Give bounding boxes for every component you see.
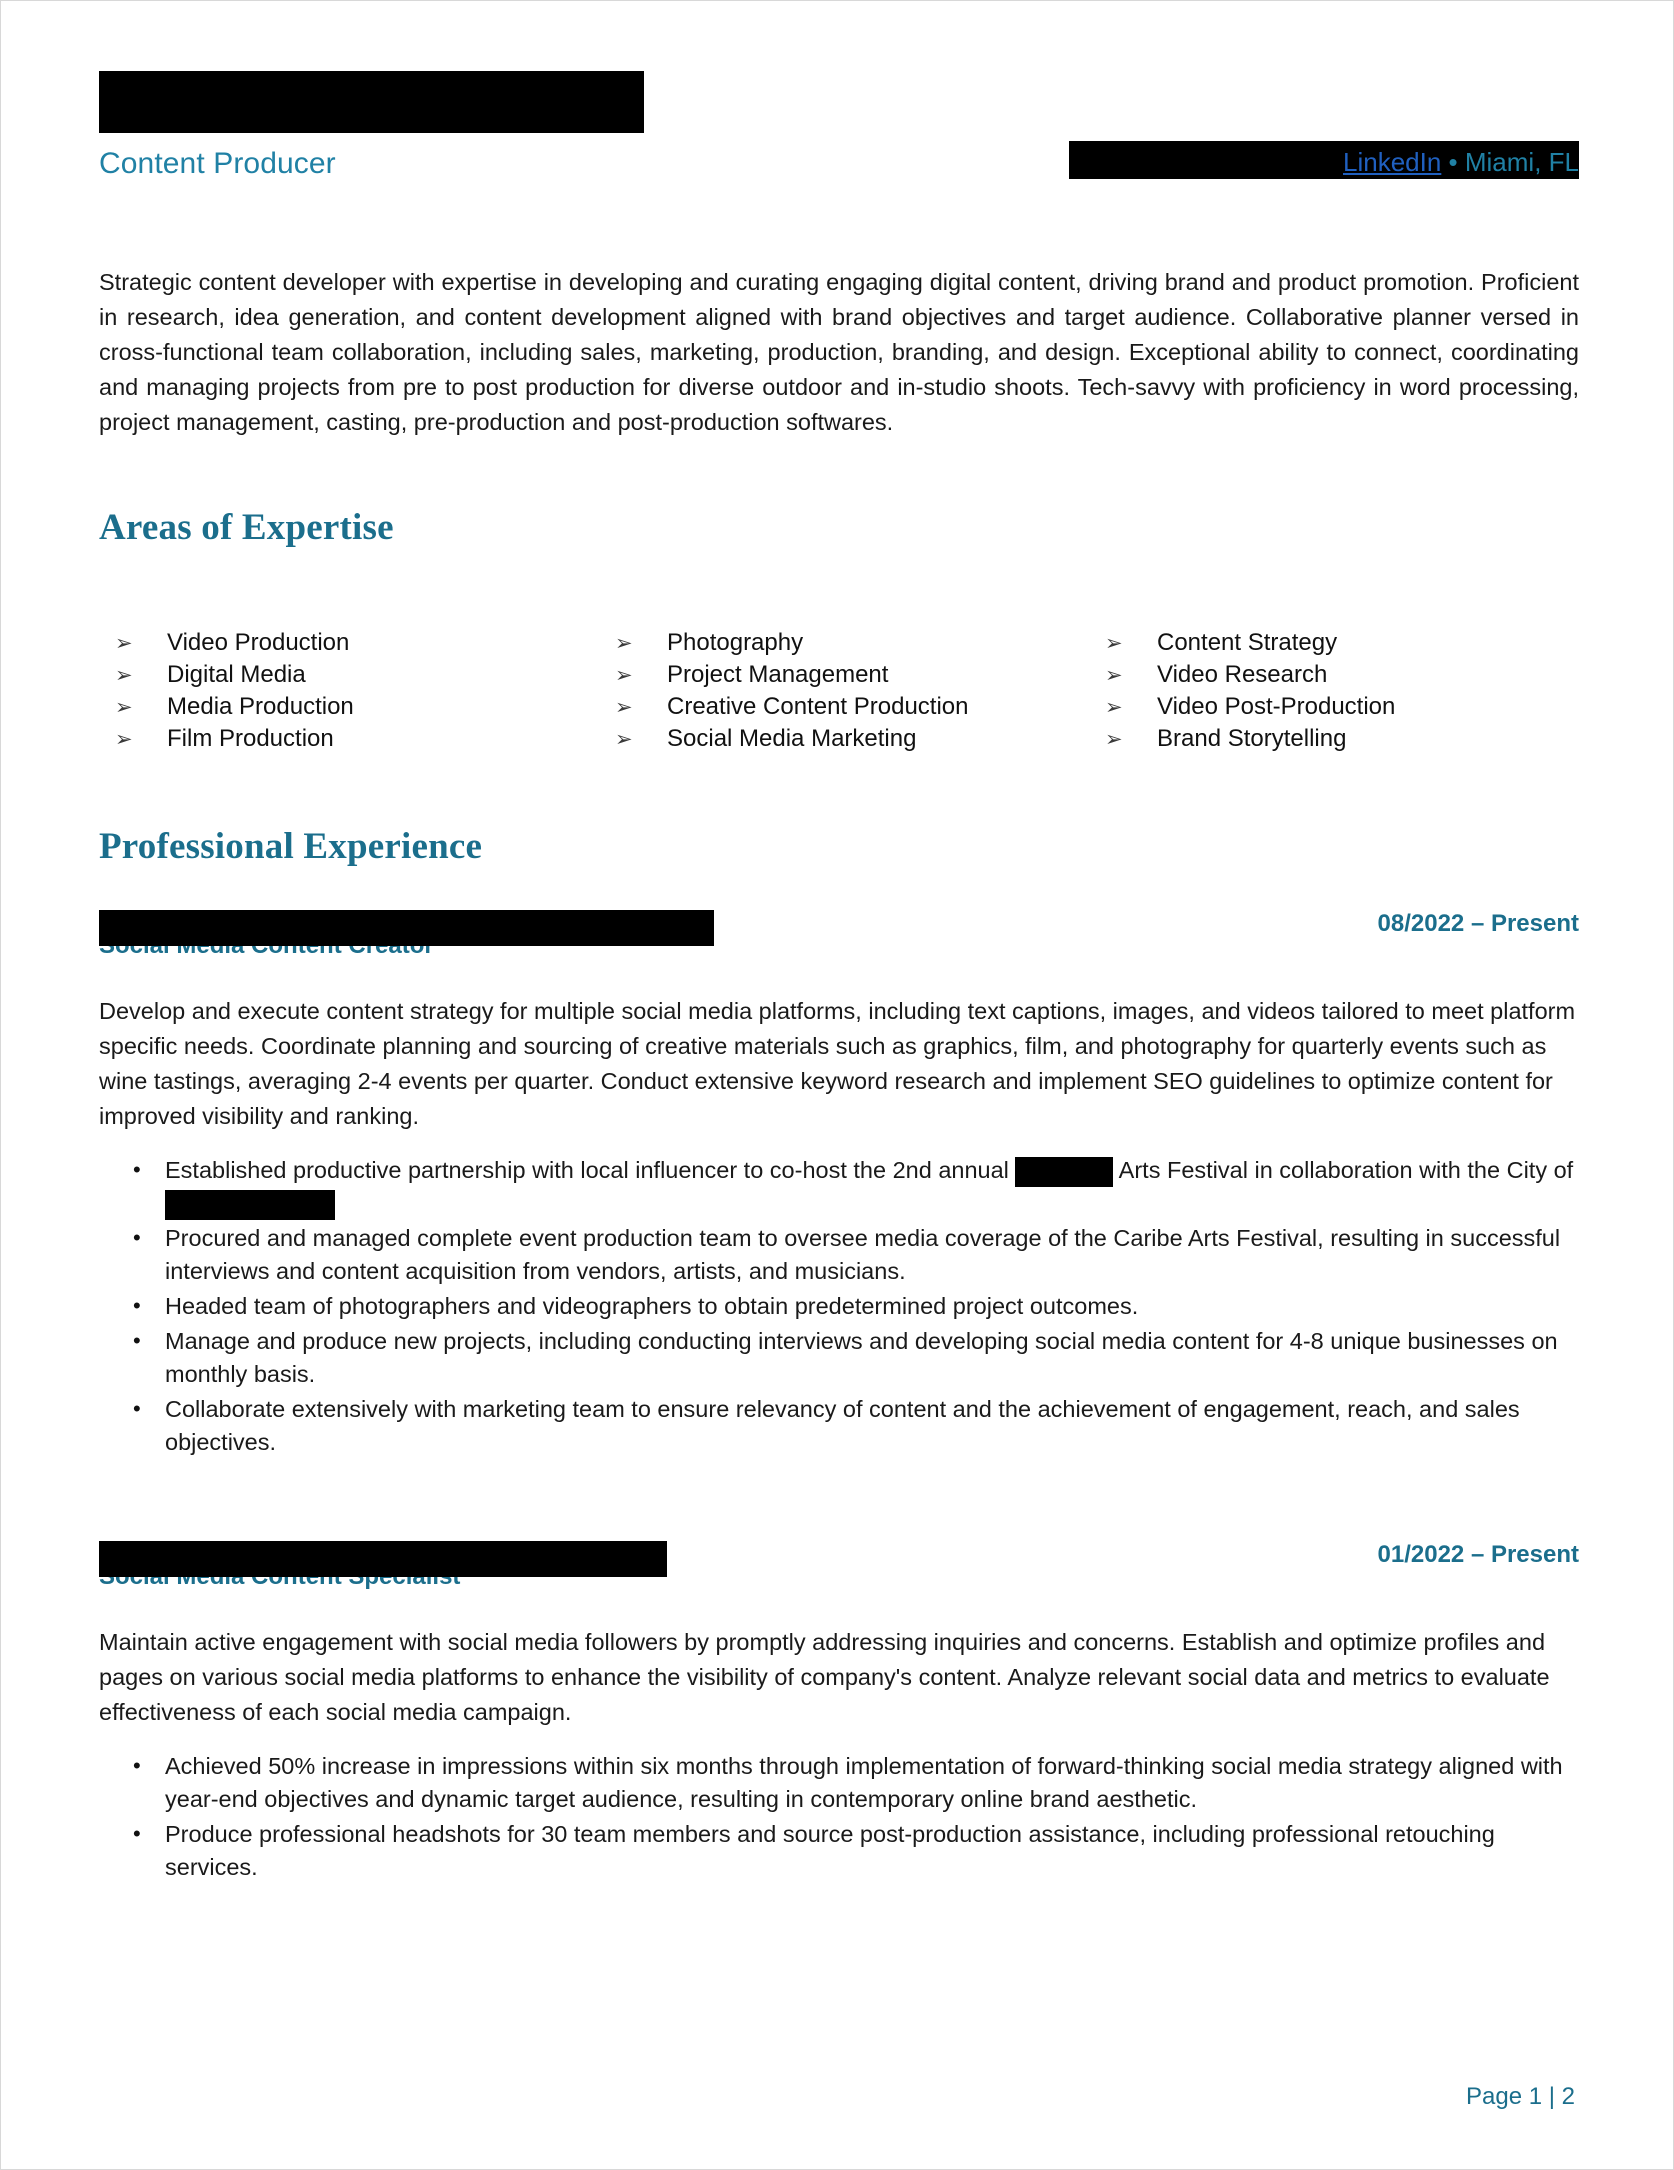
job-achievement-text: Arts Festival in collaboration with the City of <box>1113 1157 1574 1183</box>
job-achievement-text: Manage and produce new projects, including conducting interviews and developing social media content for 4-8 unique businesses on monthly basis. <box>165 1328 1558 1387</box>
expertise-item <box>115 691 615 723</box>
arrow-bullet-icon: ➢ <box>115 727 133 751</box>
expertise-item <box>615 659 1105 691</box>
job-achievement-text: Procured and managed complete event production team to oversee media coverage of the Caribe Arts Festival, resulting in successful interviews and content acquisition from vendors, artists, and musicians. <box>165 1225 1561 1284</box>
page-title: Content Producer <box>99 147 336 180</box>
experience-entry <box>99 1541 1579 1884</box>
expertise-item <box>1105 627 1585 659</box>
professional-summary: Strategic content developer with expertise in developing and curating engaging digital content, driving brand and product promotion. Proficient in research, idea generation, and content development aligned with brand objectives and target audience. Collaborative planner versed in cross-functional team collaboration, including sales, marketing, production, branding, and design. Exceptional ability to connect, coordinating and managing projects from pre to post production for diverse outdoor and in-studio shoots. Tech-savvy with proficiency in word processing, project management, casting, pre-production and post-production softwares. <box>99 269 1579 435</box>
job-achievement-text: Achieved 50% increase in impressions within six months through implementation of forward-thinking social media strategy aligned with year-end objectives and dynamic target audience, resulting in contemporary online brand aesthetic. <box>165 1753 1563 1812</box>
expertise-item <box>1105 659 1585 691</box>
expertise-item-label: Film Production <box>167 725 334 752</box>
expertise-column-1 <box>115 627 615 755</box>
section-heading-expertise: Areas of Expertise <box>99 507 394 548</box>
expertise-item <box>115 659 615 691</box>
job-achievement-text: Headed team of photographers and videographers to obtain predetermined project outcomes. <box>165 1293 1139 1319</box>
location-text: Miami, FL <box>1464 147 1579 177</box>
contact-line <box>1343 147 1579 178</box>
expertise-item <box>615 627 1105 659</box>
page-footer: Page 1 | 2 <box>1466 2083 1575 2110</box>
expertise-item-label: Brand Storytelling <box>1157 725 1347 752</box>
experience-entry <box>99 910 1579 1459</box>
expertise-item <box>1105 723 1585 755</box>
expertise-item-label: Video Production <box>167 629 350 656</box>
job-description: Develop and execute content strategy for multiple social media platforms, including text captions, images, and videos tailored to meet platform specific needs. Coordinate planning and sourcing of creative materials such as graphics, film, and photography for quarterly events such as wine tastings, averaging 2-4 events per quarter. Conduct extensive keyword research and implement SEO guidelines to optimize content for improved visibility and ranking. <box>99 998 1576 1129</box>
expertise-item-label: Digital Media <box>167 661 306 688</box>
job-achievement-item <box>99 1818 1579 1884</box>
arrow-bullet-icon: ➢ <box>1105 663 1123 687</box>
job-description: Maintain active engagement with social media followers by promptly addressing inquiries and concerns. Establish and optimize profiles and pages on various social media platforms to enhance the visibility of company's content. Analyze relevant social data and metrics to evaluate effectiveness of each social media campaign. <box>99 1629 1550 1725</box>
job-achievement-text: Collaborate extensively with marketing team to ensure relevancy of content and the achievement of engagement, reach, and sales objectives. <box>165 1396 1520 1455</box>
arrow-bullet-icon: ➢ <box>615 631 633 655</box>
expertise-item <box>115 723 615 755</box>
job-achievements-list <box>99 1154 1579 1459</box>
job-dates: 08/2022 – Present <box>1377 910 1579 937</box>
job-achievement-item <box>99 1290 1579 1323</box>
job-achievement-item <box>99 1222 1579 1288</box>
redacted-inline-bar <box>1015 1157 1113 1187</box>
arrow-bullet-icon: ➢ <box>115 695 133 719</box>
expertise-item-label: Photography <box>667 629 804 656</box>
arrow-bullet-icon: ➢ <box>615 727 633 751</box>
redacted-employer-bar <box>99 1541 667 1577</box>
expertise-item <box>115 627 615 659</box>
expertise-item <box>615 691 1105 723</box>
job-achievement-item <box>99 1393 1579 1459</box>
expertise-item-label: Creative Content Production <box>667 693 969 720</box>
resume-header <box>99 71 1579 221</box>
experience-list <box>99 910 1579 1884</box>
arrow-bullet-icon: ➢ <box>115 631 133 655</box>
job-achievement-item <box>99 1750 1579 1816</box>
experience-entry-header <box>99 910 1579 972</box>
expertise-list <box>99 627 1579 755</box>
arrow-bullet-icon: ➢ <box>615 695 633 719</box>
arrow-bullet-icon: ➢ <box>1105 631 1123 655</box>
arrow-bullet-icon: ➢ <box>115 663 133 687</box>
arrow-bullet-icon: ➢ <box>1105 695 1123 719</box>
expertise-item-label: Video Research <box>1157 661 1328 688</box>
arrow-bullet-icon: ➢ <box>615 663 633 687</box>
expertise-item <box>615 723 1105 755</box>
expertise-item-label: Social Media Marketing <box>667 725 917 752</box>
contact-separator: • <box>1441 147 1465 177</box>
section-heading-experience: Professional Experience <box>99 826 483 867</box>
job-achievement-text: Established productive partnership with local influencer to co-host the 2nd annual <box>165 1157 1016 1183</box>
redacted-employer-bar <box>99 910 714 946</box>
expertise-item-label: Media Production <box>167 693 354 720</box>
job-achievements-list <box>99 1750 1579 1884</box>
redacted-inline-bar <box>165 1190 335 1220</box>
job-achievement-item <box>99 1154 1579 1220</box>
expertise-item-label: Content Strategy <box>1157 629 1338 656</box>
expertise-item-label: Project Management <box>667 661 889 688</box>
job-dates: 01/2022 – Present <box>1377 1541 1579 1568</box>
job-achievement-text: Produce professional headshots for 30 team members and source post-production assistance, including professional retouching services. <box>165 1821 1495 1880</box>
arrow-bullet-icon: ➢ <box>1105 727 1123 751</box>
expertise-column-2 <box>615 627 1105 755</box>
linkedin-link[interactable]: LinkedIn <box>1343 147 1442 177</box>
experience-entry-header <box>99 1541 1579 1603</box>
expertise-column-3 <box>1105 627 1585 755</box>
expertise-item-label: Video Post-Production <box>1157 693 1396 720</box>
resume-content <box>99 71 1579 1886</box>
job-achievement-item <box>99 1325 1579 1391</box>
redacted-name-bar <box>99 71 644 133</box>
expertise-item <box>1105 691 1585 723</box>
